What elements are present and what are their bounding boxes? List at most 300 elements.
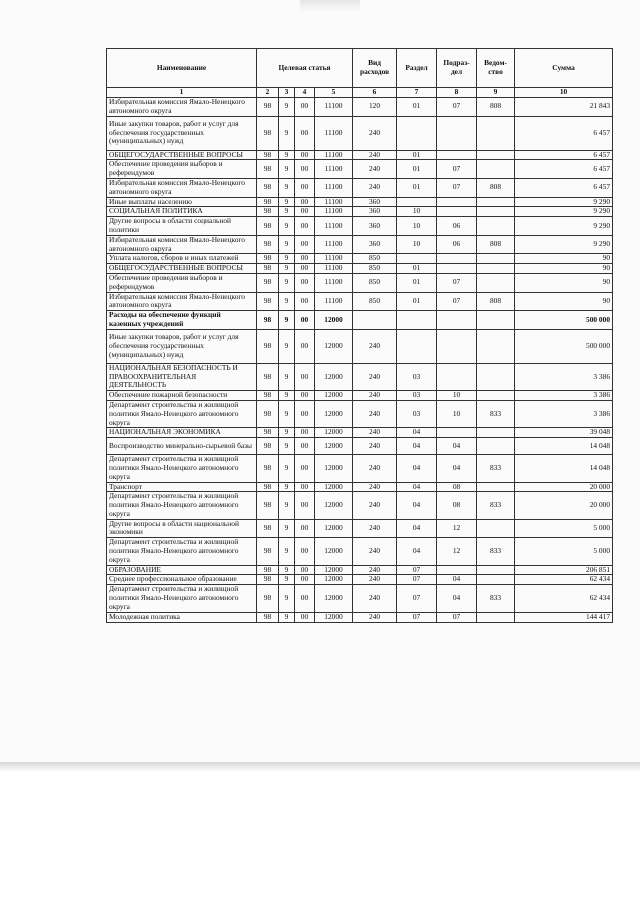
row-podrazdel: 04 bbox=[437, 438, 477, 455]
header-podrazdel: Подраз-дел bbox=[437, 49, 477, 88]
row-vid: 850 bbox=[353, 254, 397, 264]
col-number: 2 bbox=[257, 88, 279, 98]
row-code-direction: 11100 bbox=[315, 217, 353, 236]
row-name: СОЦИАЛЬНАЯ ПОЛИТИКА bbox=[107, 207, 257, 217]
row-vid: 240 bbox=[353, 538, 397, 565]
row-razdel: 04 bbox=[397, 428, 437, 438]
row-code-main: 00 bbox=[295, 438, 315, 455]
row-razdel: 01 bbox=[397, 98, 437, 117]
row-razdel: 10 bbox=[397, 235, 437, 254]
row-vedomstvo bbox=[477, 197, 515, 207]
row-code-main: 00 bbox=[295, 428, 315, 438]
table-row bbox=[107, 400, 613, 427]
table-row bbox=[107, 254, 613, 264]
row-name: Избирательная комиссия Ямало-Ненецкого автономного округа bbox=[107, 235, 257, 254]
row-razdel: 07 bbox=[397, 575, 437, 585]
row-code-direction: 12000 bbox=[315, 585, 353, 612]
row-code-main: 00 bbox=[295, 160, 315, 179]
row-name: Молодежная политика bbox=[107, 612, 257, 622]
row-name: Иные выплаты населению bbox=[107, 197, 257, 207]
row-code-program: 98 bbox=[257, 311, 279, 330]
row-name: Департамент строительства и жилищной политики Ямало-Ненецкого автономного округа bbox=[107, 585, 257, 612]
row-code-program: 98 bbox=[257, 116, 279, 150]
row-code-main: 00 bbox=[295, 519, 315, 538]
row-vedomstvo: 833 bbox=[477, 585, 515, 612]
row-vid: 850 bbox=[353, 264, 397, 274]
row-code-direction: 12000 bbox=[315, 455, 353, 482]
header-razdel: Раздел bbox=[397, 49, 437, 88]
header-row bbox=[107, 49, 613, 88]
row-name: Департамент строительства и жилищной политики Ямало-Ненецкого автономного округа bbox=[107, 455, 257, 482]
row-code-program: 98 bbox=[257, 160, 279, 179]
table-row bbox=[107, 197, 613, 207]
row-vid: 360 bbox=[353, 217, 397, 236]
row-code-direction: 11100 bbox=[315, 207, 353, 217]
row-razdel: 03 bbox=[397, 363, 437, 390]
row-sum: 6 457 bbox=[515, 150, 613, 160]
row-sum: 6 457 bbox=[515, 160, 613, 179]
table-row bbox=[107, 612, 613, 622]
row-code-subprogram: 9 bbox=[279, 585, 295, 612]
row-razdel: 01 bbox=[397, 150, 437, 160]
row-code-direction: 12000 bbox=[315, 428, 353, 438]
row-code-subprogram: 9 bbox=[279, 438, 295, 455]
row-vedomstvo bbox=[477, 519, 515, 538]
col-number: 1 bbox=[107, 88, 257, 98]
row-razdel: 01 bbox=[397, 178, 437, 197]
row-vid: 240 bbox=[353, 438, 397, 455]
row-vedomstvo: 833 bbox=[477, 538, 515, 565]
budget-table bbox=[106, 48, 613, 623]
row-code-program: 98 bbox=[257, 538, 279, 565]
row-razdel bbox=[397, 116, 437, 150]
row-code-main: 00 bbox=[295, 178, 315, 197]
table-row bbox=[107, 538, 613, 565]
row-code-program: 98 bbox=[257, 98, 279, 117]
row-code-subprogram: 9 bbox=[279, 264, 295, 274]
row-code-main: 00 bbox=[295, 575, 315, 585]
row-name: Департамент строительства и жилищной политики Ямало-Ненецкого автономного округа bbox=[107, 492, 257, 519]
row-podrazdel: 06 bbox=[437, 217, 477, 236]
table-row bbox=[107, 98, 613, 117]
col-number: 3 bbox=[279, 88, 295, 98]
row-vid: 240 bbox=[353, 575, 397, 585]
row-name: Обеспечение пожарной безопасности bbox=[107, 391, 257, 401]
table-row bbox=[107, 150, 613, 160]
row-code-program: 98 bbox=[257, 292, 279, 311]
scan-mark bbox=[300, 0, 360, 12]
row-vedomstvo bbox=[477, 565, 515, 575]
row-code-subprogram: 9 bbox=[279, 178, 295, 197]
row-code-main: 00 bbox=[295, 311, 315, 330]
row-podrazdel: 07 bbox=[437, 273, 477, 292]
row-code-program: 98 bbox=[257, 455, 279, 482]
row-code-direction: 12000 bbox=[315, 482, 353, 492]
row-podrazdel bbox=[437, 254, 477, 264]
row-sum: 3 386 bbox=[515, 391, 613, 401]
table-row bbox=[107, 455, 613, 482]
row-name: Среднее профессиональное образование bbox=[107, 575, 257, 585]
row-podrazdel: 04 bbox=[437, 455, 477, 482]
row-code-main: 00 bbox=[295, 400, 315, 427]
row-razdel: 07 bbox=[397, 565, 437, 575]
row-code-program: 98 bbox=[257, 254, 279, 264]
table-row bbox=[107, 116, 613, 150]
row-code-main: 00 bbox=[295, 207, 315, 217]
row-code-program: 98 bbox=[257, 273, 279, 292]
row-name: Обеспечение проведения выборов и референдумов bbox=[107, 273, 257, 292]
row-name: НАЦИОНАЛЬНАЯ ЭКОНОМИКА bbox=[107, 428, 257, 438]
row-podrazdel: 08 bbox=[437, 482, 477, 492]
row-code-main: 00 bbox=[295, 273, 315, 292]
row-code-main: 00 bbox=[295, 254, 315, 264]
row-razdel: 04 bbox=[397, 519, 437, 538]
row-vedomstvo bbox=[477, 273, 515, 292]
row-code-subprogram: 9 bbox=[279, 612, 295, 622]
row-name: Другие вопросы в области социальной политики bbox=[107, 217, 257, 236]
row-podrazdel: 07 bbox=[437, 160, 477, 179]
row-vid: 360 bbox=[353, 197, 397, 207]
row-code-subprogram: 9 bbox=[279, 329, 295, 363]
row-sum: 9 290 bbox=[515, 197, 613, 207]
row-code-subprogram: 9 bbox=[279, 482, 295, 492]
row-code-program: 98 bbox=[257, 207, 279, 217]
row-code-direction: 11100 bbox=[315, 116, 353, 150]
row-razdel: 01 bbox=[397, 292, 437, 311]
row-razdel: 10 bbox=[397, 207, 437, 217]
row-sum: 14 048 bbox=[515, 455, 613, 482]
row-sum: 9 290 bbox=[515, 235, 613, 254]
row-code-program: 98 bbox=[257, 565, 279, 575]
row-code-direction: 12000 bbox=[315, 612, 353, 622]
table-row bbox=[107, 292, 613, 311]
row-sum: 20 000 bbox=[515, 492, 613, 519]
row-code-direction: 11100 bbox=[315, 254, 353, 264]
row-code-subprogram: 9 bbox=[279, 565, 295, 575]
row-vid: 240 bbox=[353, 116, 397, 150]
row-podrazdel bbox=[437, 264, 477, 274]
row-code-direction: 11100 bbox=[315, 197, 353, 207]
row-code-program: 98 bbox=[257, 329, 279, 363]
row-razdel bbox=[397, 311, 437, 330]
row-code-direction: 12000 bbox=[315, 329, 353, 363]
row-code-program: 98 bbox=[257, 575, 279, 585]
row-sum: 206 851 bbox=[515, 565, 613, 575]
row-sum: 500 000 bbox=[515, 311, 613, 330]
row-code-main: 00 bbox=[295, 585, 315, 612]
row-podrazdel: 07 bbox=[437, 178, 477, 197]
row-podrazdel: 12 bbox=[437, 519, 477, 538]
row-code-subprogram: 9 bbox=[279, 207, 295, 217]
row-vedomstvo bbox=[477, 612, 515, 622]
col-number: 7 bbox=[397, 88, 437, 98]
row-podrazdel: 10 bbox=[437, 400, 477, 427]
row-podrazdel: 07 bbox=[437, 98, 477, 117]
header-summa: Сумма bbox=[515, 49, 613, 88]
row-podrazdel: 04 bbox=[437, 585, 477, 612]
row-razdel: 04 bbox=[397, 438, 437, 455]
row-sum: 6 457 bbox=[515, 116, 613, 150]
row-code-subprogram: 9 bbox=[279, 235, 295, 254]
row-sum: 21 843 bbox=[515, 98, 613, 117]
row-vedomstvo: 808 bbox=[477, 98, 515, 117]
row-vedomstvo bbox=[477, 391, 515, 401]
row-sum: 5 000 bbox=[515, 538, 613, 565]
row-razdel: 01 bbox=[397, 160, 437, 179]
row-podrazdel bbox=[437, 197, 477, 207]
row-vid: 240 bbox=[353, 585, 397, 612]
table-row bbox=[107, 160, 613, 179]
row-razdel: 10 bbox=[397, 217, 437, 236]
row-vedomstvo bbox=[477, 428, 515, 438]
col-number: 5 bbox=[315, 88, 353, 98]
row-razdel bbox=[397, 254, 437, 264]
row-sum: 6 457 bbox=[515, 178, 613, 197]
table-row bbox=[107, 178, 613, 197]
row-code-main: 00 bbox=[295, 612, 315, 622]
row-vedomstvo: 808 bbox=[477, 178, 515, 197]
row-sum: 20 000 bbox=[515, 482, 613, 492]
row-sum: 62 434 bbox=[515, 575, 613, 585]
col-number: 10 bbox=[515, 88, 613, 98]
row-code-subprogram: 9 bbox=[279, 575, 295, 585]
row-code-main: 00 bbox=[295, 538, 315, 565]
row-code-main: 00 bbox=[295, 455, 315, 482]
table-row bbox=[107, 585, 613, 612]
row-code-program: 98 bbox=[257, 178, 279, 197]
header-vedomstvo: Ведом-ство bbox=[477, 49, 515, 88]
row-sum: 14 048 bbox=[515, 438, 613, 455]
row-razdel: 07 bbox=[397, 585, 437, 612]
row-name: Избирательная комиссия Ямало-Ненецкого автономного округа bbox=[107, 292, 257, 311]
row-code-direction: 12000 bbox=[315, 400, 353, 427]
row-vedomstvo bbox=[477, 207, 515, 217]
row-podrazdel bbox=[437, 363, 477, 390]
table-row bbox=[107, 264, 613, 274]
row-code-main: 00 bbox=[295, 391, 315, 401]
row-podrazdel bbox=[437, 116, 477, 150]
row-name: ОБЩЕГОСУДАРСТВЕННЫЕ ВОПРОСЫ bbox=[107, 150, 257, 160]
row-sum: 9 290 bbox=[515, 207, 613, 217]
row-code-direction: 12000 bbox=[315, 363, 353, 390]
row-podrazdel bbox=[437, 207, 477, 217]
table-row bbox=[107, 492, 613, 519]
row-code-program: 98 bbox=[257, 492, 279, 519]
row-vid: 240 bbox=[353, 455, 397, 482]
row-vedomstvo: 808 bbox=[477, 235, 515, 254]
row-code-subprogram: 9 bbox=[279, 292, 295, 311]
row-razdel bbox=[397, 329, 437, 363]
row-code-program: 98 bbox=[257, 264, 279, 274]
row-code-direction: 11100 bbox=[315, 264, 353, 274]
row-sum: 3 386 bbox=[515, 400, 613, 427]
row-code-subprogram: 9 bbox=[279, 116, 295, 150]
row-vedomstvo bbox=[477, 329, 515, 363]
row-code-subprogram: 9 bbox=[279, 492, 295, 519]
row-sum: 90 bbox=[515, 273, 613, 292]
row-sum: 500 000 bbox=[515, 329, 613, 363]
row-vid: 240 bbox=[353, 391, 397, 401]
row-code-subprogram: 9 bbox=[279, 400, 295, 427]
row-sum: 9 290 bbox=[515, 217, 613, 236]
row-podrazdel bbox=[437, 329, 477, 363]
row-vid: 240 bbox=[353, 428, 397, 438]
row-name: Другие вопросы в области национальной экономики bbox=[107, 519, 257, 538]
table-row bbox=[107, 235, 613, 254]
col-number: 6 bbox=[353, 88, 397, 98]
row-vid: 240 bbox=[353, 565, 397, 575]
row-code-main: 00 bbox=[295, 197, 315, 207]
row-vedomstvo: 808 bbox=[477, 292, 515, 311]
row-vedomstvo bbox=[477, 575, 515, 585]
row-vedomstvo bbox=[477, 438, 515, 455]
row-podrazdel: 08 bbox=[437, 492, 477, 519]
row-podrazdel bbox=[437, 428, 477, 438]
row-code-main: 00 bbox=[295, 264, 315, 274]
row-vid: 360 bbox=[353, 235, 397, 254]
header-vid: Вид расходов bbox=[353, 49, 397, 88]
row-vid: 360 bbox=[353, 207, 397, 217]
row-code-main: 00 bbox=[295, 98, 315, 117]
row-code-subprogram: 9 bbox=[279, 363, 295, 390]
row-vedomstvo bbox=[477, 150, 515, 160]
row-sum: 62 434 bbox=[515, 585, 613, 612]
table-body bbox=[107, 98, 613, 623]
row-vid: 120 bbox=[353, 98, 397, 117]
row-vid: 240 bbox=[353, 519, 397, 538]
table-row bbox=[107, 311, 613, 330]
row-sum: 39 048 bbox=[515, 428, 613, 438]
row-code-main: 00 bbox=[295, 292, 315, 311]
page-edge bbox=[0, 762, 640, 772]
row-vid: 240 bbox=[353, 482, 397, 492]
row-code-direction: 12000 bbox=[315, 538, 353, 565]
table-row bbox=[107, 575, 613, 585]
row-code-subprogram: 9 bbox=[279, 254, 295, 264]
row-vid: 240 bbox=[353, 400, 397, 427]
row-code-subprogram: 9 bbox=[279, 455, 295, 482]
row-name: ОБРАЗОВАНИЕ bbox=[107, 565, 257, 575]
row-vedomstvo: 833 bbox=[477, 400, 515, 427]
row-podrazdel bbox=[437, 150, 477, 160]
row-code-subprogram: 9 bbox=[279, 160, 295, 179]
row-code-subprogram: 9 bbox=[279, 538, 295, 565]
row-code-program: 98 bbox=[257, 428, 279, 438]
row-razdel: 04 bbox=[397, 538, 437, 565]
row-name: ОБЩЕГОСУДАРСТВЕННЫЕ ВОПРОСЫ bbox=[107, 264, 257, 274]
row-code-program: 98 bbox=[257, 217, 279, 236]
row-code-direction: 11100 bbox=[315, 235, 353, 254]
row-code-subprogram: 9 bbox=[279, 311, 295, 330]
row-podrazdel: 10 bbox=[437, 391, 477, 401]
row-sum: 5 000 bbox=[515, 519, 613, 538]
row-name: Расходы на обеспечение функций казенных учреждений bbox=[107, 311, 257, 330]
header-target: Целевая статья bbox=[257, 49, 353, 88]
row-code-subprogram: 9 bbox=[279, 519, 295, 538]
row-vedomstvo bbox=[477, 311, 515, 330]
row-code-subprogram: 9 bbox=[279, 150, 295, 160]
row-code-main: 00 bbox=[295, 329, 315, 363]
row-razdel: 04 bbox=[397, 482, 437, 492]
row-sum: 144 417 bbox=[515, 612, 613, 622]
row-razdel: 01 bbox=[397, 273, 437, 292]
row-vid: 240 bbox=[353, 329, 397, 363]
row-code-direction: 11100 bbox=[315, 160, 353, 179]
row-code-direction: 12000 bbox=[315, 575, 353, 585]
row-code-program: 98 bbox=[257, 150, 279, 160]
table-row bbox=[107, 273, 613, 292]
row-name: Воспроизводство минерально-сырьевой базы bbox=[107, 438, 257, 455]
row-vid: 850 bbox=[353, 273, 397, 292]
row-vid: 850 bbox=[353, 292, 397, 311]
row-code-subprogram: 9 bbox=[279, 428, 295, 438]
row-vedomstvo: 833 bbox=[477, 492, 515, 519]
row-code-main: 00 bbox=[295, 235, 315, 254]
row-code-subprogram: 9 bbox=[279, 217, 295, 236]
row-vedomstvo: 833 bbox=[477, 455, 515, 482]
table-row bbox=[107, 428, 613, 438]
row-code-direction: 12000 bbox=[315, 492, 353, 519]
row-code-direction: 11100 bbox=[315, 273, 353, 292]
table-row bbox=[107, 565, 613, 575]
row-name: Избирательная комиссия Ямало-Ненецкого автономного округа bbox=[107, 98, 257, 117]
row-razdel: 04 bbox=[397, 455, 437, 482]
table-row bbox=[107, 217, 613, 236]
row-name: Избирательная комиссия Ямало-Ненецкого автономного округа bbox=[107, 178, 257, 197]
row-code-direction: 12000 bbox=[315, 438, 353, 455]
row-vedomstvo bbox=[477, 116, 515, 150]
table-row bbox=[107, 207, 613, 217]
row-code-direction: 12000 bbox=[315, 519, 353, 538]
row-code-direction: 12000 bbox=[315, 311, 353, 330]
column-numbers-row bbox=[107, 88, 613, 98]
row-code-program: 98 bbox=[257, 235, 279, 254]
row-code-main: 00 bbox=[295, 565, 315, 575]
row-code-program: 98 bbox=[257, 585, 279, 612]
row-podrazdel: 12 bbox=[437, 538, 477, 565]
row-code-subprogram: 9 bbox=[279, 98, 295, 117]
row-sum: 90 bbox=[515, 264, 613, 274]
row-code-direction: 12000 bbox=[315, 391, 353, 401]
row-vid: 240 bbox=[353, 178, 397, 197]
row-sum: 90 bbox=[515, 292, 613, 311]
row-code-program: 98 bbox=[257, 391, 279, 401]
row-podrazdel: 07 bbox=[437, 292, 477, 311]
row-razdel: 04 bbox=[397, 492, 437, 519]
row-code-program: 98 bbox=[257, 400, 279, 427]
row-code-direction: 11100 bbox=[315, 98, 353, 117]
row-code-main: 00 bbox=[295, 492, 315, 519]
row-code-main: 00 bbox=[295, 217, 315, 236]
table-row bbox=[107, 329, 613, 363]
row-code-program: 98 bbox=[257, 519, 279, 538]
row-podrazdel: 06 bbox=[437, 235, 477, 254]
row-razdel bbox=[397, 197, 437, 207]
table-row bbox=[107, 363, 613, 390]
row-vedomstvo bbox=[477, 217, 515, 236]
row-code-direction: 12000 bbox=[315, 565, 353, 575]
row-name: Иные закупки товаров, работ и услуг для обеспечения государственных (муниципальных) нужд bbox=[107, 329, 257, 363]
table-row bbox=[107, 391, 613, 401]
row-vid: 240 bbox=[353, 160, 397, 179]
row-vedomstvo bbox=[477, 482, 515, 492]
col-number: 8 bbox=[437, 88, 477, 98]
row-razdel: 03 bbox=[397, 391, 437, 401]
row-vedomstvo bbox=[477, 264, 515, 274]
row-vid: 240 bbox=[353, 492, 397, 519]
row-podrazdel bbox=[437, 311, 477, 330]
row-code-direction: 11100 bbox=[315, 292, 353, 311]
